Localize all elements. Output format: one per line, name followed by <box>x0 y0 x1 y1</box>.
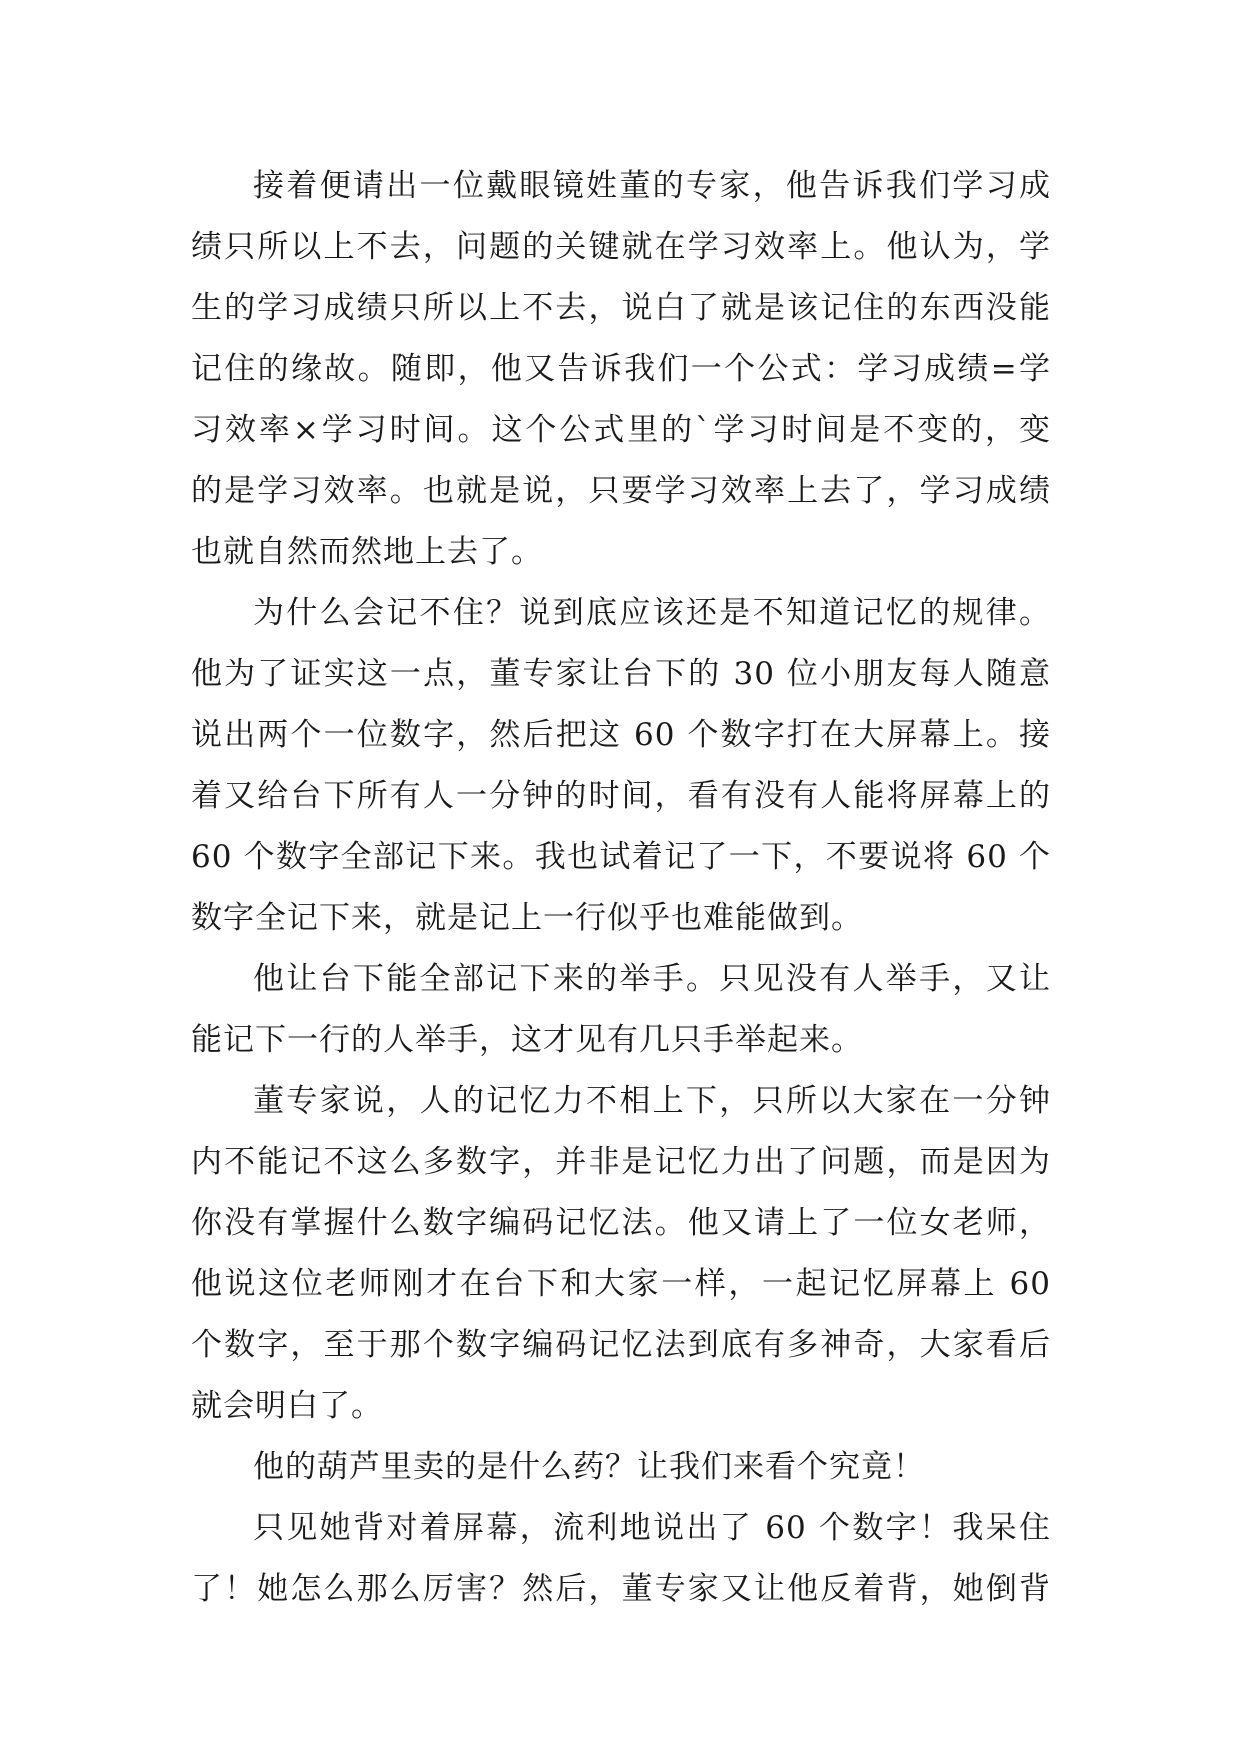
text-line: 的是学习效率。也就是说，只要学习效率上去了，学习成绩 <box>191 473 1051 509</box>
text-line: 习效率×学习时间。这个公式里的`学习时间是不变的，变 <box>191 412 1051 448</box>
text-line: 内不能记不这么多数字，并非是记忆力出了问题，而是因为 <box>191 1144 1051 1180</box>
paragraph-5 <box>191 1437 1051 1498</box>
text-line: 了！她怎么那么厉害？然后，董专家又让他反着背，她倒背 <box>191 1571 1051 1607</box>
text-line: 为什么会记不住？说到底应该还是不知道记忆的规律。 <box>253 595 1051 631</box>
text-line: 说出两个一位数字，然后把这 60 个数字打在大屏幕上。接 <box>191 717 1051 753</box>
text-line: 绩只所以上不去，问题的关键就在学习效率上。他认为，学 <box>191 229 1051 265</box>
text-line: 他为了证实这一点，董专家让台下的 30 位小朋友每人随意 <box>191 656 1051 692</box>
text-line: 他让台下能全部记下来的举手。只见没有人举手，又让 <box>253 961 1051 997</box>
text-line: 60 个数字全部记下来。我也试着记了一下，不要说将 60 个 <box>191 839 1051 875</box>
text-line: 数字全记下来，就是记上一行似乎也难能做到。 <box>191 900 863 936</box>
text-line: 只见她背对着屏幕，流利地说出了 60 个数字！我呆住 <box>253 1510 1051 1546</box>
text-line: 接着便请出一位戴眼镜姓董的专家，他告诉我们学习成 <box>253 168 1051 204</box>
text-line: 个数字，至于那个数字编码记忆法到底有多神奇，大家看后 <box>191 1327 1051 1363</box>
text-line: 董专家说，人的记忆力不相上下，只所以大家在一分钟 <box>253 1083 1051 1119</box>
paragraph-1 <box>191 156 1051 583</box>
text-line: 他说这位老师刚才在台下和大家一样，一起记忆屏幕上 60 <box>191 1266 1051 1302</box>
paragraph-6 <box>191 1498 1051 1620</box>
text-line: 记住的缘故。随即，他又告诉我们一个公式：学习成绩=学 <box>191 351 1051 387</box>
text-line: 也就自然而然地上去了。 <box>191 534 543 570</box>
text-line: 着又给台下所有人一分钟的时间，看有没有人能将屏幕上的 <box>191 778 1051 814</box>
text-line: 就会明白了。 <box>191 1388 383 1424</box>
text-line: 你没有掌握什么数字编码记忆法。他又请上了一位女老师， <box>191 1205 1051 1241</box>
paragraph-3 <box>191 949 1051 1071</box>
text-line: 能记下一行的人举手，这才见有几只手举起来。 <box>191 1022 863 1058</box>
text-line: 生的学习成绩只所以上不去，说白了就是该记住的东西没能 <box>191 290 1051 326</box>
document-body <box>191 156 1051 1620</box>
text-line: 他的葫芦里卖的是什么药？让我们来看个究竟！ <box>253 1449 925 1485</box>
paragraph-4 <box>191 1071 1051 1437</box>
paragraph-2 <box>191 583 1051 949</box>
